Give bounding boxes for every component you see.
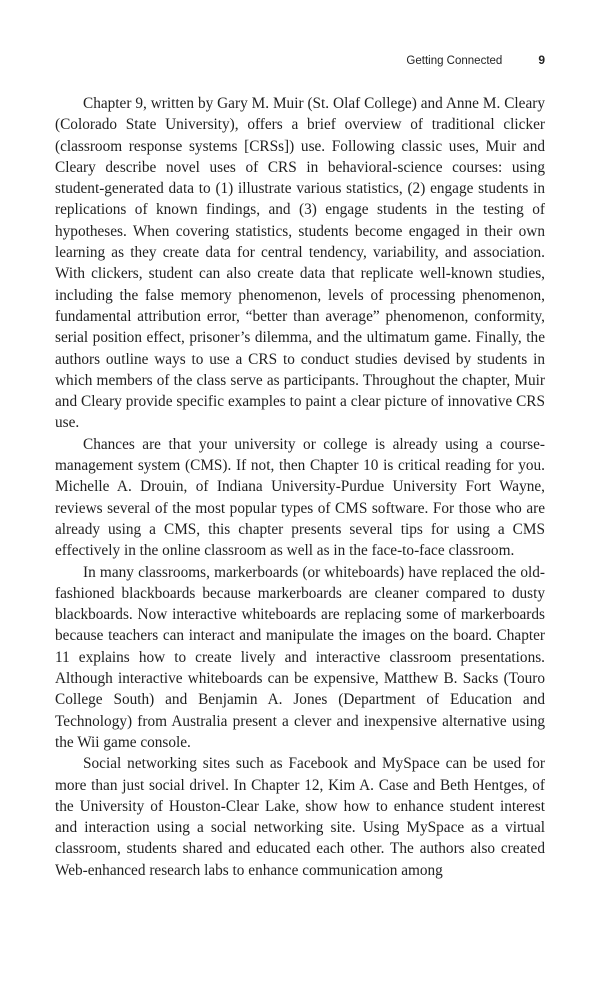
paragraph-chapter-11: In many classrooms, markerboards (or whiteboards) have replaced the old-fashioned blackboards because markerboards are cleaner compared to dusty blackboards. Now interactive whiteboards are replacing some of markerboards because teachers can interact and manipulate the images on the board. Chapter 11 explains how to create lively and interactive classroom presentations. Although interactive whiteboards can be expensive, Matthew B. Sacks (Touro College South) and Benjamin A. Jones (Department of Education and Technology) from Australia present a clever and inexpensive alternative using the Wii game console. bbox=[55, 563, 545, 751]
paragraph-chapter-9: Chapter 9, written by Gary M. Muir (St. Olaf College) and Anne M. Cleary (Colorado State University), offers a brief overview of traditional clicker (classroom response systems [CRSs]) use. Following classic uses, Muir and Cleary describe novel uses of CRS in behavioral-science courses: using student-generated data to (1) illustrate various statistics, (2) engage students in replications of known findings, and (3) engage students in the testing of hypotheses. When covering statistics, students become engaged in their own learning as they create data for central tendency, variability, and association. With clickers, student can also create data that replicate well-known studies, including the false memory phenomenon, levels of processing phenomenon, fundamental attribution error, “better than average” phenomenon, conformity, serial position effect, prisoner’s dilemma, and the ultimatum game. Finally, the authors outline ways to use a CRS to conduct studies devised by students in which members of the class serve as participants. Throughout the chapter, Muir and Cleary provide specific examples to paint a clear picture of innovative CRS use. bbox=[55, 95, 545, 432]
paragraph-chapter-10: Chances are that your university or college is already using a course-management system (CMS). If not, then Chapter 10 is critical reading for you. Michelle A. Drouin, of Indiana University-Purdue University Fort Wayne, reviews several of the most popular types of CMS software. For those who are already using a CMS, this chapter presents several tips for using a CMS effectively in the online classroom as well as in the face-to-face classroom. bbox=[55, 435, 545, 560]
body-text bbox=[55, 93, 545, 881]
running-head bbox=[406, 53, 545, 67]
page-number: 9 bbox=[538, 53, 545, 67]
paragraph-chapter-12: Social networking sites such as Facebook and MySpace can be used for more than just social drivel. In Chapter 12, Kim A. Case and Beth Hentges, of the University of Houston-Clear Lake, show how to enhance student interest and interaction using a social networking site. Using MySpace as a virtual classroom, students shared and educated each other. The authors also created Web-enhanced research labs to enhance communication among bbox=[55, 755, 545, 879]
running-title: Getting Connected bbox=[406, 55, 503, 67]
